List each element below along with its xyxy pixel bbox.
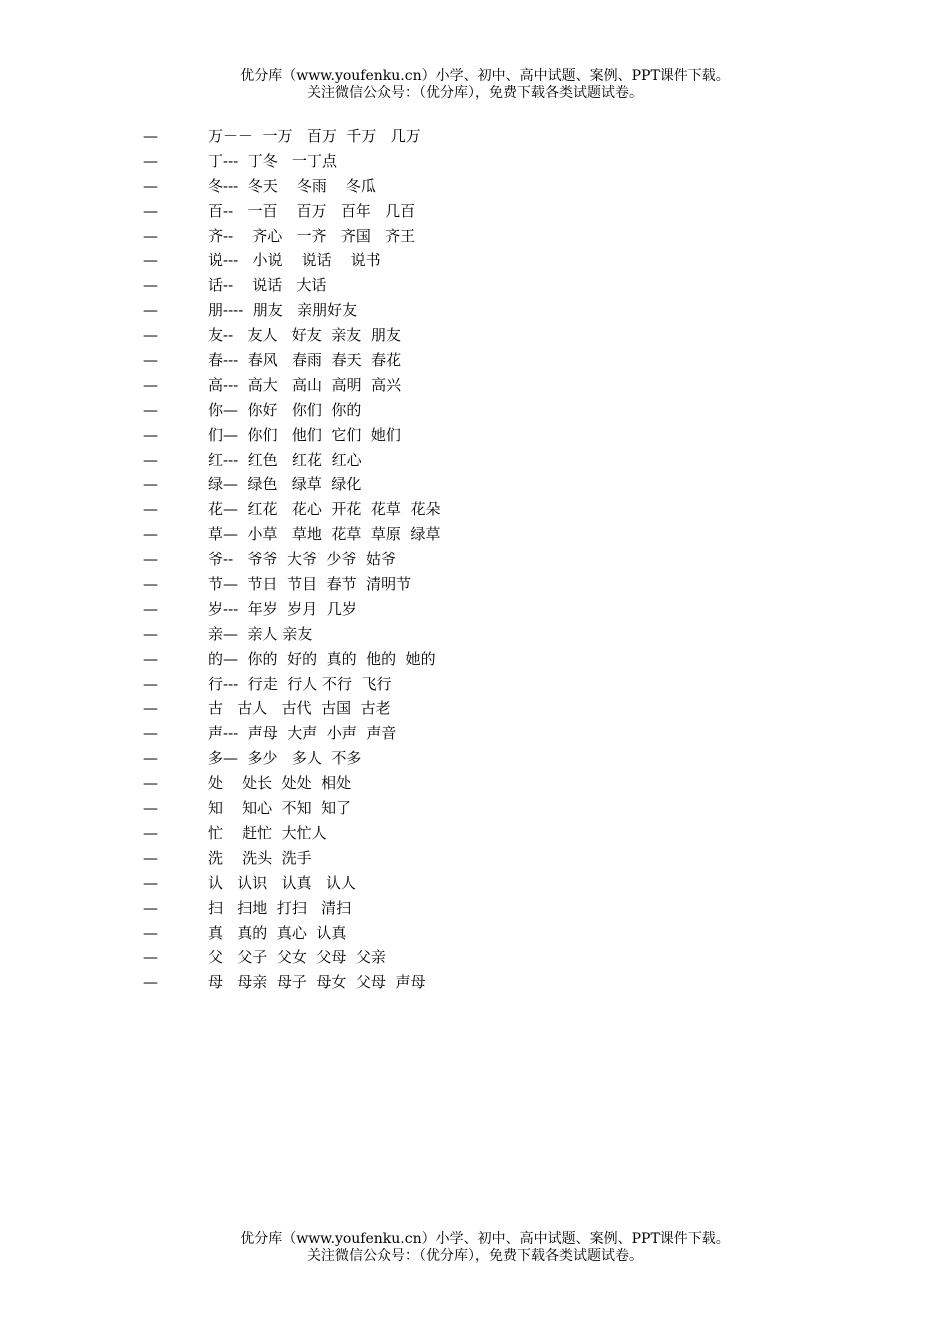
word-entry: 丁--- 丁冬 一丁点 [208, 151, 338, 170]
row-dash: — [143, 251, 158, 270]
word-entry: 朋---- 朋友 亲朋好友 [208, 301, 358, 320]
word-entry: 齐-- 齐心 一齐 齐国 齐王 [208, 226, 416, 245]
word-entry: 你— 你好 你们 你的 [208, 400, 362, 419]
row-dash: — [143, 624, 158, 643]
word-entry: 话-- 说话 大话 [208, 276, 327, 295]
word-entry: 亲— 亲人 亲友 [208, 624, 313, 643]
word-row [143, 648, 843, 673]
header-line-2: 关注微信公众号：（优分库），免费下载各类试题试卷。 [307, 85, 643, 101]
row-dash: — [143, 848, 158, 867]
word-row [143, 498, 843, 523]
row-dash: — [143, 823, 158, 842]
row-dash: — [143, 176, 158, 195]
word-entry: 处 处长 处处 相处 [208, 774, 352, 793]
word-entry: 万－－ 一万 百万 千万 几万 [208, 127, 421, 145]
row-dash: — [143, 500, 158, 519]
row-dash: — [143, 575, 158, 594]
word-row [143, 200, 843, 225]
word-row [143, 897, 843, 922]
row-dash: — [143, 226, 158, 245]
word-entry: 冬--- 冬天 冬雨 冬瓜 [208, 176, 376, 195]
row-dash: — [143, 649, 158, 668]
word-row [143, 797, 843, 822]
row-dash: — [143, 898, 158, 917]
header-line-1: 优分库（www.youfenku.cn）小学、初中、高中试题、案例、PPT课件下载。 [240, 68, 730, 84]
word-row [143, 673, 843, 698]
word-row [143, 374, 843, 399]
word-row [143, 772, 843, 797]
word-entry: 爷-- 爷爷 大爷 少爷 姑爷 [208, 550, 397, 569]
row-dash: — [143, 873, 158, 892]
word-entry: 红--- 红色 红花 红心 [208, 450, 362, 469]
row-dash: — [143, 923, 158, 942]
word-entry: 忙 赶忙 大忙人 [208, 823, 327, 842]
word-row [143, 573, 843, 598]
row-dash: — [143, 674, 158, 693]
row-dash: — [143, 749, 158, 768]
word-row [143, 449, 843, 474]
word-entry: 的— 你的 好的 真的 他的 她的 [208, 649, 436, 668]
word-row [143, 971, 843, 996]
word-row [143, 150, 843, 175]
row-dash: — [143, 724, 158, 743]
word-row [143, 872, 843, 897]
word-entry: 扫 扫地 打扫 清扫 [208, 898, 352, 917]
word-row [143, 922, 843, 947]
word-row [143, 722, 843, 747]
word-row [143, 697, 843, 722]
row-dash: — [143, 326, 158, 345]
word-entry: 知 知心 不知 知了 [208, 799, 352, 818]
word-entry: 父 父子 父女 父母 父亲 [208, 948, 386, 967]
word-row [143, 822, 843, 847]
word-row [143, 274, 843, 299]
row-dash: — [143, 475, 158, 494]
word-row [143, 225, 843, 250]
footer-line-1: 优分库（www.youfenku.cn）小学、初中、高中试题、案例、PPT课件下载。 [240, 1231, 730, 1247]
word-row [143, 175, 843, 200]
word-row [143, 125, 843, 150]
row-dash: — [143, 201, 158, 220]
word-entry: 绿— 绿色 绿草 绿化 [208, 475, 362, 494]
row-dash: — [143, 400, 158, 419]
word-row [143, 523, 843, 548]
row-dash: — [143, 525, 158, 544]
word-entry: 节— 节日 节目 春节 清明节 [208, 575, 412, 594]
word-row [143, 349, 843, 374]
word-row [143, 847, 843, 872]
word-entry: 行--- 行走 行人 不行 飞行 [208, 674, 392, 693]
word-row [143, 299, 843, 324]
row-dash: — [143, 351, 158, 370]
word-row [143, 548, 843, 573]
row-dash: — [143, 151, 158, 170]
word-entry: 认 认识 认真 认人 [208, 873, 356, 892]
row-dash: — [143, 301, 158, 320]
word-entry: 多— 多少 多人 不多 [208, 749, 362, 768]
word-entry: 说--- 小说 说话 说书 [208, 251, 381, 270]
row-dash: — [143, 599, 158, 618]
row-dash: — [143, 450, 158, 469]
row-dash: — [143, 375, 158, 394]
row-dash: — [143, 550, 158, 569]
word-entry: 岁--- 年岁 岁月 几岁 [208, 599, 357, 618]
word-row [143, 623, 843, 648]
word-entry: 百-- 一百 百万 百年 几百 [208, 201, 416, 220]
word-entry: 洗 洗头 洗手 [208, 848, 312, 867]
word-row [143, 249, 843, 274]
word-row [143, 399, 843, 424]
word-entry: 友-- 友人 好友 亲友 朋友 [208, 326, 401, 345]
word-entry: 真 真的 真心 认真 [208, 923, 347, 942]
row-dash: — [143, 799, 158, 818]
footer-line-2: 关注微信公众号：（优分库），免费下载各类试题试卷。 [307, 1248, 643, 1264]
word-row [143, 747, 843, 772]
word-entry: 高--- 高大 高山 高明 高兴 [208, 375, 402, 394]
row-dash: — [143, 973, 158, 992]
page-footer [0, 1231, 950, 1265]
word-entry: 春--- 春风 春雨 春天 春花 [208, 351, 402, 370]
row-dash: — [143, 699, 158, 718]
row-dash: — [143, 425, 158, 444]
row-dash: — [143, 774, 158, 793]
word-entry: 花— 红花 花心 开花 花草 花朵 [208, 500, 441, 519]
word-list [143, 125, 843, 996]
row-dash: — [143, 948, 158, 967]
word-entry: 古 古人 古代 古国 古老 [208, 699, 391, 718]
word-row [143, 598, 843, 623]
word-row [143, 946, 843, 971]
word-row [143, 473, 843, 498]
word-entry: 草— 小草 草地 花草 草原 绿草 [208, 525, 441, 544]
page-header [0, 68, 950, 102]
word-entry: 母 母亲 母子 母女 父母 声母 [208, 973, 426, 992]
row-dash: — [143, 127, 158, 145]
word-row [143, 424, 843, 449]
row-dash: — [143, 276, 158, 295]
word-entry: 们— 你们 他们 它们 她们 [208, 425, 401, 444]
word-row [143, 324, 843, 349]
word-entry: 声--- 声母 大声 小声 声音 [208, 724, 397, 743]
